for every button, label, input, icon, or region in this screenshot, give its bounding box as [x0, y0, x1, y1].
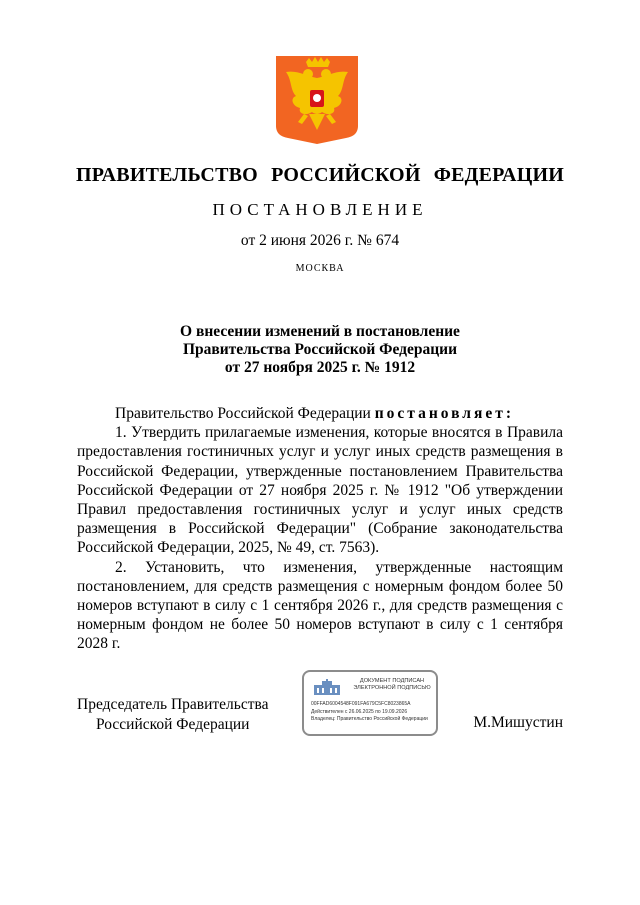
- document-body: [77, 404, 563, 654]
- subject-line: О внесении изменений в постановление: [180, 323, 460, 340]
- item-2-paragraph: 2. Установить, что изменения, утвержденные настоящим постановлением, для средств размещения с номерным фондом более 50 номеров вступают в силу с 1 сентября 2026 г., для средств размещения с номерным фондом не более 50 номеров вступают в силу с 1 сентября 2028 г.: [77, 558, 563, 653]
- double-headed-eagle-icon: [276, 56, 358, 144]
- subject-line: от 27 ноября 2025 г. № 1912: [224, 359, 416, 376]
- signer-position-line: Председатель Правительства: [77, 696, 269, 713]
- item-1-paragraph: 1. Утвердить прилагаемые изменения, которые вносятся в Правила предоставления гостиничных услуг и услуг иных средств размещения в Российской Федерации, утвержденные постановлением Правительства Российской Федерации от 27 ноября 2025 г. № 1912 "Об утверждении Правил предоставления гостиничных услуг и услуг иных средств размещения в Российской Федерации" (Собрание законодательства Российской Федерации, 2025, № 49, ст. 7563).: [77, 424, 563, 557]
- signature-title-line: ДОКУМЕНТ ПОДПИСАН: [359, 678, 425, 684]
- signature-certificate: 00FFAD6004548F091FA679C5FC8023865A: [311, 701, 411, 707]
- signer-position: [77, 695, 269, 735]
- signature-title: [348, 678, 436, 692]
- signature-title-line: ЭЛЕКТРОННОЙ ПОДПИСЬЮ: [353, 685, 431, 691]
- intro-paragraph: [77, 404, 563, 423]
- document-type: ПОСТАНОВЛЕНИЕ: [212, 200, 428, 219]
- signature-validity: Действителен с 26.06.2025 по 19.09.2026: [311, 709, 408, 715]
- government-title: ПРАВИТЕЛЬСТВО РОССИЙСКОЙ ФЕДЕРАЦИИ: [76, 164, 564, 186]
- signature-owner: Владелец: Правительство Российской Федерации: [311, 716, 428, 722]
- intro-keyword: постановляет:: [374, 405, 515, 422]
- signer-name: М.Мишустин: [473, 714, 563, 731]
- coat-of-arms-emblem: [276, 56, 358, 144]
- document-subject: [0, 323, 640, 377]
- government-building-icon: [312, 679, 342, 697]
- intro-text: Правительство Российской Федерации: [115, 405, 375, 422]
- document-city: МОСКВА: [295, 263, 345, 274]
- document-date-number: от 2 июня 2026 г. № 674: [240, 232, 400, 249]
- subject-line: Правительства Российской Федерации: [182, 341, 458, 358]
- signer-position-line: Российской Федерации: [96, 716, 250, 733]
- electronic-signature-stamp: [302, 670, 438, 736]
